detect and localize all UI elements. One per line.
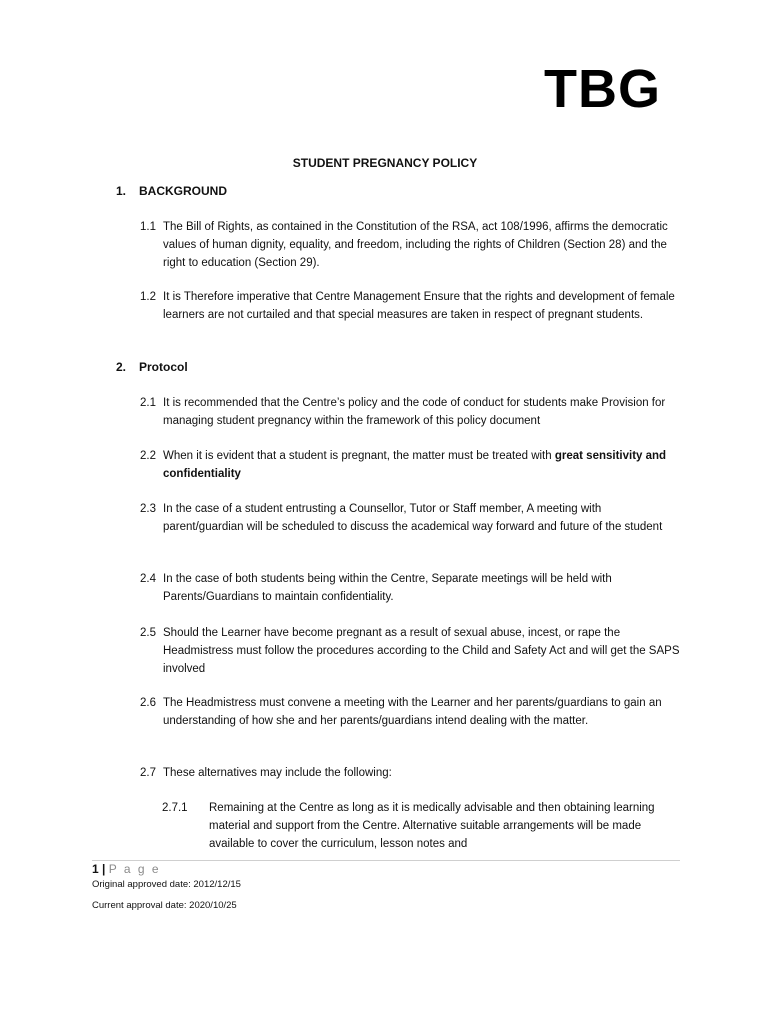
item-text: The Headmistress must convene a meeting with the Learner and her parents/guardians to gain an understanding of how she and her parents/guardians intend dealing with the matter. [163,697,662,727]
item-number: 2.5 [140,627,156,639]
section-heading-background [116,184,227,198]
list-item [140,694,680,730]
page-title: STUDENT PREGNANCY POLICY [292,156,478,170]
item-text: Should the Learner have become pregnant as a result of sexual abuse, incest, or rape the Headmistress must follow the procedures according to the Child and Safety Act and will get the SAPS involved [163,627,680,675]
item-number: 2.7 [140,767,156,779]
item-number: 2.4 [140,573,156,585]
item-text: Remaining at the Centre as long as it is medically advisable and then obtaining learning material and support from the Centre. Alternative suitable arrangements will be made available to cover the curriculum, lesson notes and [209,802,655,850]
section-title: BACKGROUND [139,184,227,198]
list-item [140,500,680,536]
page-word: P a g e [108,862,161,876]
list-item [140,764,680,782]
page-number-value: 1 [92,862,99,876]
list-item [140,218,680,272]
section-number: 1. [116,184,127,198]
list-item [140,624,680,678]
original-approved-date: Original approved date: 2012/12/15 [92,879,241,890]
current-approval-date: Current approval date: 2020/10/25 [92,900,237,911]
item-text: In the case of a student entrusting a Counsellor, Tutor or Staff member, A meeting with parent/guardian will be scheduled to discuss the academical way forward and future of the student [163,503,663,533]
item-text: It is Therefore imperative that Centre Management Ensure that the rights and development of female learners are not curtailed and that special measures are taken in respect of pregnant students. [163,291,675,321]
page-separator: | [102,862,106,876]
item-text-plain: When it is evident that a student is pregnant, the matter must be treated with [163,450,555,462]
list-item [140,570,680,606]
item-text: These alternatives may include the following: [163,767,392,779]
section-title: Protocol [139,360,188,374]
item-text: The Bill of Rights, as contained in the Constitution of the RSA, act 108/1996, affirms the democratic values of human dignity, equality, and freedom, including the rights of Children (Section 28) and the right to education (Section 29). [163,221,668,269]
item-number: 2.6 [140,697,156,709]
item-text: In the case of both students being within the Centre, Separate meetings will be held with Parents/Guardians to maintain confidentiality. [163,573,612,603]
list-item [140,394,680,430]
item-text [140,447,680,483]
item-number: 1.2 [140,291,156,303]
page-number [92,862,161,876]
item-text-bold: great sensitivity and confidentiality [163,450,667,480]
section-heading-protocol [116,360,188,374]
item-number: 2.1 [140,397,156,409]
tbg-logo: TBG [544,59,661,119]
list-item [140,447,680,483]
item-number: 2.7.1 [162,802,188,814]
footer-divider [92,860,680,861]
list-item [140,288,680,324]
item-number: 2.3 [140,503,156,515]
sub-list-item [162,799,682,853]
section-number: 2. [116,360,127,374]
item-text: It is recommended that the Centre’s policy and the code of conduct for students make Provision for managing student pregnancy within the framework of this policy document [163,397,666,427]
item-number: 2.2 [140,450,156,462]
item-number: 1.1 [140,221,156,233]
